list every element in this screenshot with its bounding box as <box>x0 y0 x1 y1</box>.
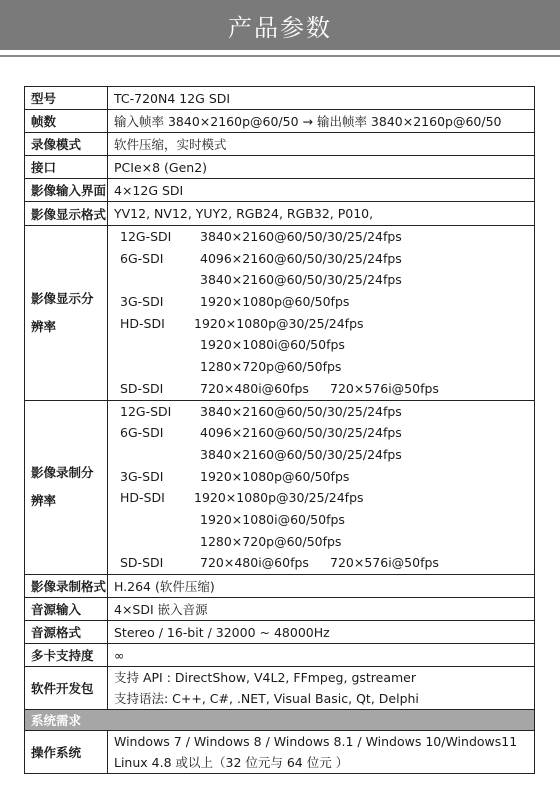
resolution-line <box>114 291 534 313</box>
spec-value: H.264 (软件压缩) <box>108 575 535 598</box>
spec-key: 录像模式 <box>25 133 108 156</box>
resolution-line <box>114 269 534 291</box>
resolution-value: 720×480i@60fps <box>200 380 309 396</box>
resolution-value: 1280×720p@60/50fps <box>200 533 342 549</box>
resolution-line <box>114 356 534 378</box>
resolution-value: 1920×1080p@60/50fps <box>200 294 350 310</box>
interface-label: 6G-SDI <box>120 250 164 266</box>
resolution-value: 3840×2160@60/50/30/25/24fps <box>200 229 402 244</box>
spec-value <box>108 667 535 710</box>
interface-label: 3G-SDI <box>120 294 164 310</box>
interface-label: 6G-SDI <box>120 425 164 441</box>
spec-value: Stereo / 16-bit / 32000 ~ 48000Hz <box>108 621 535 644</box>
spec-row-record-format <box>25 575 535 598</box>
header-divider <box>0 55 560 57</box>
resolution-value: 720×576i@50fps <box>330 380 439 396</box>
resolution-line <box>114 444 534 466</box>
resolution-value: 1920×1080p@60/50fps <box>200 468 350 484</box>
resolution-value: 720×480i@60fps <box>200 555 309 571</box>
spec-row-record-mode <box>25 133 535 156</box>
spec-key: 影像录制分辨率 <box>25 400 108 575</box>
spec-key: 帧数 <box>25 110 108 133</box>
section-label: 系统需求 <box>25 710 535 731</box>
spec-row-os <box>25 731 535 774</box>
spec-row-multi-card <box>25 644 535 667</box>
os-line: Linux 4.8 或以上（32 位元与 64 位元 ） <box>114 755 349 770</box>
resolution-value: 3840×2160@60/50/30/25/24fps <box>200 403 402 419</box>
spec-row-model <box>25 87 535 110</box>
resolution-value: 1920×1080p@30/25/24fps <box>194 315 364 331</box>
resolution-line <box>114 466 534 488</box>
interface-label: SD-SDI <box>120 380 164 396</box>
spec-key: 操作系统 <box>25 731 108 774</box>
spec-key: 影像输入界面 <box>25 179 108 202</box>
spec-row-audio-input <box>25 598 535 621</box>
resolution-list <box>108 400 535 575</box>
spec-row-audio-format <box>25 621 535 644</box>
spec-row-record-resolution <box>25 400 535 575</box>
spec-key: 影像显示分辨率 <box>25 226 108 401</box>
resolution-value: 1920×1080i@60/50fps <box>200 511 345 527</box>
spec-key: 影像显示格式 <box>25 202 108 226</box>
resolution-value: 4096×2160@60/50/30/25/24fps <box>200 250 402 266</box>
sdk-line: 支持语法: C++, C#, .NET, Visual Basic, Qt, Delphi <box>114 691 419 706</box>
resolution-value: 3840×2160@60/50/30/25/24fps <box>200 446 402 462</box>
spec-key: 音源输入 <box>25 598 108 621</box>
spec-value <box>108 731 535 774</box>
interface-label: HD-SDI <box>120 315 165 331</box>
spec-value: YV12, NV12, YUY2, RGB24, RGB32, P010, <box>108 202 535 226</box>
resolution-line <box>114 552 534 574</box>
resolution-line <box>114 226 534 248</box>
os-line: Windows 7 / Windows 8 / Windows 8.1 / Windows 10/Windows11 <box>114 734 518 749</box>
spec-value: 4×SDI 嵌入音源 <box>108 598 535 621</box>
spec-value: ∞ <box>108 644 535 667</box>
resolution-value: 720×576i@50fps <box>330 555 439 571</box>
spec-row-sdk <box>25 667 535 710</box>
spec-row-video-input <box>25 179 535 202</box>
interface-label: HD-SDI <box>120 490 165 506</box>
spec-row-display-resolution <box>25 226 535 401</box>
spec-key: 多卡支持度 <box>25 644 108 667</box>
resolution-line <box>114 248 534 270</box>
resolution-line <box>114 422 534 444</box>
spec-key: 音源格式 <box>25 621 108 644</box>
resolution-line <box>114 313 534 335</box>
resolution-line <box>114 334 534 356</box>
resolution-line <box>114 531 534 553</box>
spec-key: 接口 <box>25 156 108 179</box>
spec-row-framerate <box>25 110 535 133</box>
resolution-line <box>114 509 534 531</box>
page-title: 产品参数 <box>228 13 332 42</box>
resolution-value: 1280×720p@60/50fps <box>200 359 342 375</box>
resolution-list <box>108 226 535 401</box>
resolution-value: 3840×2160@60/50/30/25/24fps <box>200 272 402 288</box>
spec-key: 影像录制格式 <box>25 575 108 598</box>
interface-label: 12G-SDI <box>120 403 172 419</box>
spec-row-interface <box>25 156 535 179</box>
spec-row-display-format <box>25 202 535 226</box>
spec-key: 软件开发包 <box>25 667 108 710</box>
spec-value: PCIe×8 (Gen2) <box>108 156 535 179</box>
resolution-value: 4096×2160@60/50/30/25/24fps <box>200 425 402 441</box>
resolution-line <box>114 401 534 423</box>
spec-value: 4×12G SDI <box>108 179 535 202</box>
sdk-line: 支持 API : DirectShow, V4L2, FFmpeg, gstreamer <box>114 670 417 685</box>
page-header <box>0 0 560 50</box>
spec-value: 软件压缩，实时模式 <box>108 133 535 156</box>
spec-table <box>24 86 535 774</box>
spec-value: TC-720N4 12G SDI <box>108 87 535 110</box>
spec-key: 型号 <box>25 87 108 110</box>
resolution-line <box>114 487 534 509</box>
interface-label: SD-SDI <box>120 555 164 571</box>
spec-value: 输入帧率 3840×2160p@60/50 → 输出帧率 3840×2160p@60/50 <box>108 110 535 133</box>
resolution-value: 1920×1080p@30/25/24fps <box>194 490 364 506</box>
resolution-line <box>114 378 534 400</box>
interface-label: 12G-SDI <box>120 229 172 244</box>
interface-label: 3G-SDI <box>120 468 164 484</box>
resolution-value: 1920×1080i@60/50fps <box>200 337 345 353</box>
section-system-requirements <box>25 710 535 731</box>
